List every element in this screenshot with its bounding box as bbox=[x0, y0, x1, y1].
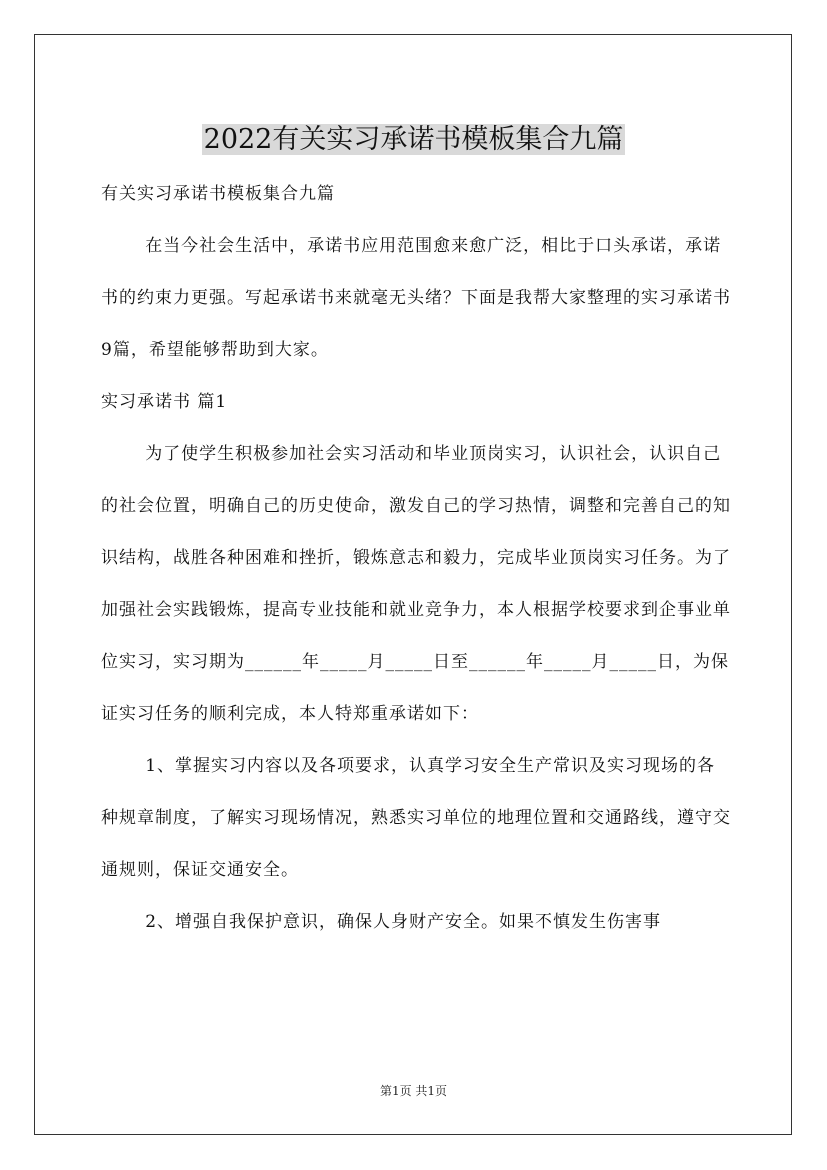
pledge-item-1: 1、掌握实习内容以及各项要求，认真学习安全生产常识及实习现场的各种规章制度，了解实习现场情况，熟悉实习单位的地理位置和交通路线，遵守交通规则，保证交通安全。 bbox=[101, 756, 731, 880]
subtitle-paragraph: 有关实习承诺书模板集合九篇 bbox=[101, 184, 335, 204]
section-heading: 实习承诺书 篇1 bbox=[101, 392, 228, 412]
page-footer: 第1页 共1页 bbox=[379, 1084, 448, 1098]
pledge-item-2: 2、增强自我保护意识，确保人身财产安全。如果不慎发生伤害事 bbox=[145, 912, 662, 932]
document-title: 2022有关实习承诺书模板集合九篇 bbox=[203, 124, 624, 156]
body-paragraph: 为了使学生积极参加社会实习活动和毕业顶岗实习，认识社会，认识自己的社会位置，明确自己的历史使命，激发自己的学习热情，调整和完善自己的知识结构，战胜各种困难和挫折，锻炼意志和毅力，完成毕业顶岗实习任务。为了加强社会实践锻炼，提高专业技能和就业竞争力，本人根据学校要求到企事业单位实习，实习期为______年_____月_____日至______年_____月_____日，为保证实习任务的顺利完成，本人特郑重承诺如下： bbox=[101, 444, 731, 724]
document-body bbox=[101, 168, 731, 948]
intro-paragraph: 在当今社会生活中，承诺书应用范围愈来愈广泛，相比于口头承诺，承诺书的约束力更强。写起承诺书来就毫无头绪？下面是我帮大家整理的实习承诺书9篇，希望能够帮助到大家。 bbox=[101, 236, 731, 360]
